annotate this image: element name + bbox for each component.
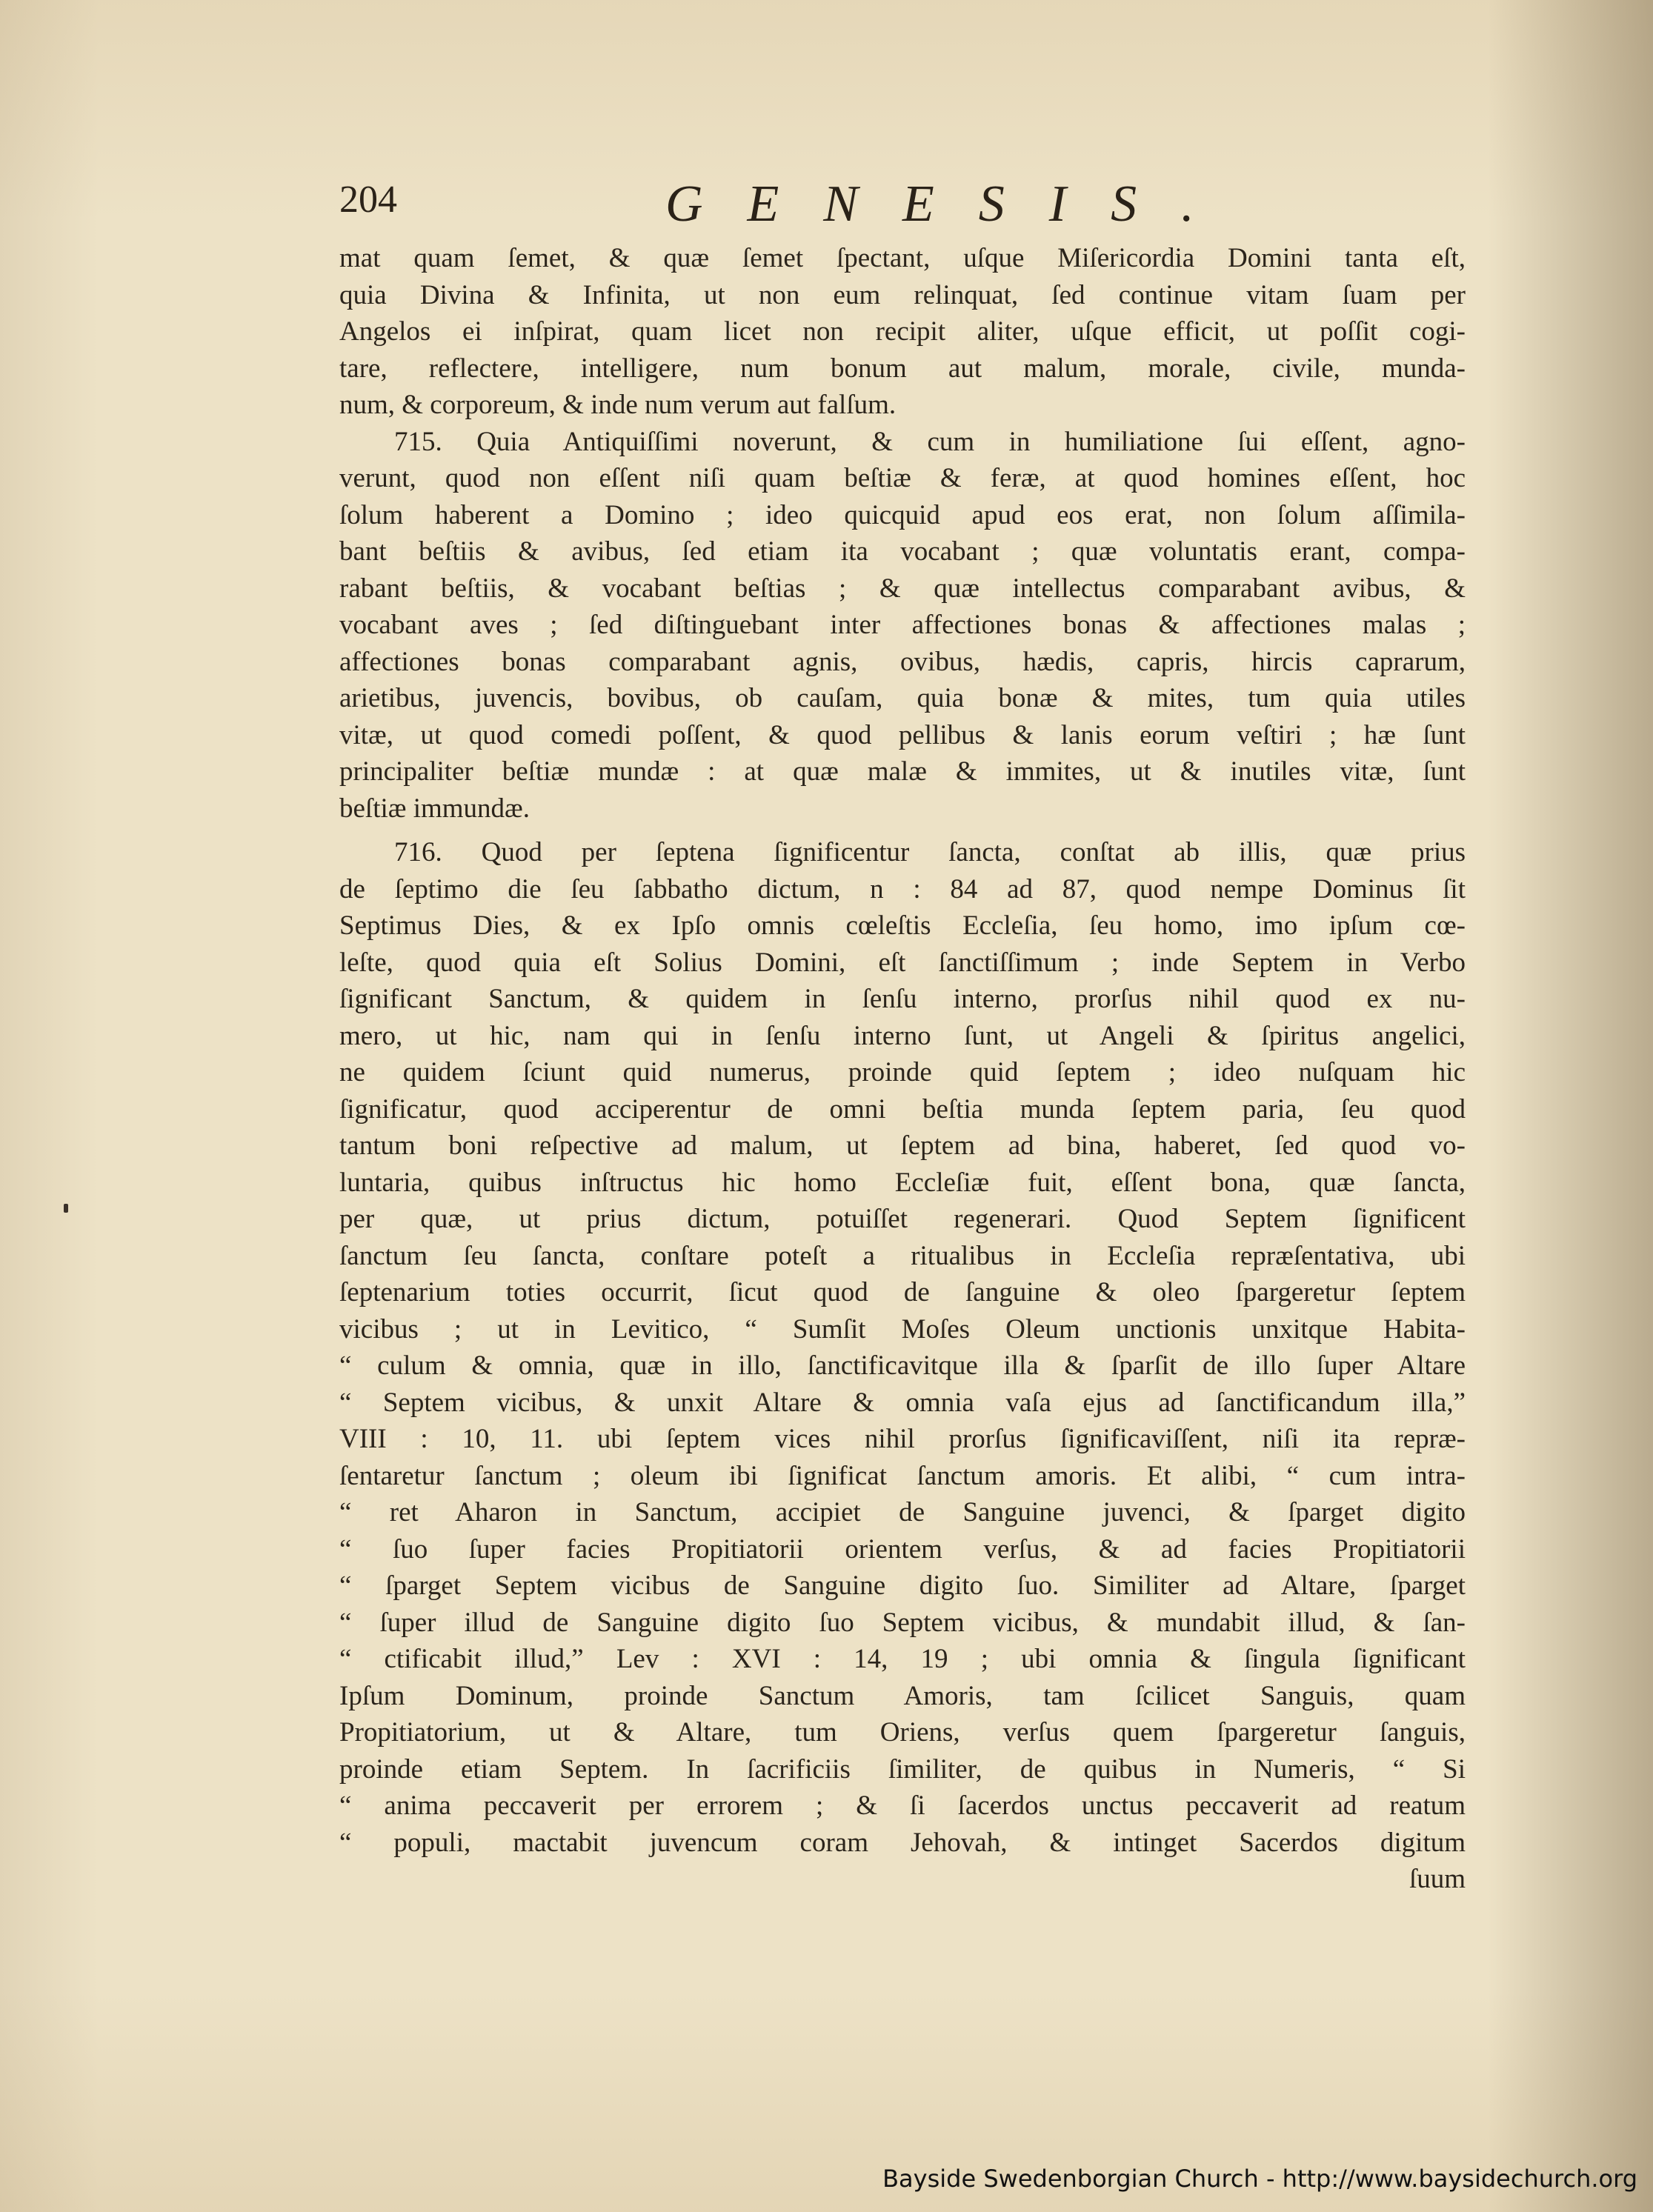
text-line: Ipſum Dominum, proinde Sanctum Amoris, tam ſcilicet Sanguis, quam [339, 1680, 1466, 1711]
text-line: leſte, quod quia eſt Solius Domini, eſt ſanctiſſimum ; inde Septem in Verbo [339, 947, 1466, 978]
text-line: “ ſparget Septem vicibus de Sanguine digito ſuo. Similiter ad Altare, ſparget [339, 1570, 1466, 1601]
text-line: arietibus, juvencis, bovibus, ob cauſam, quia bonæ & mites, tum quia utiles [339, 683, 1466, 713]
text-line: ſanctum ſeu ſancta, conſtare poteſt a ritualibus in Eccleſia repræſentativa, ubi [339, 1240, 1466, 1271]
text-line: “ ret Aharon in Sanctum, accipiet de Sanguine juvenci, & ſparget digito [339, 1497, 1466, 1528]
text-line: VIII : 10, 11. ubi ſeptem vices nihil prorſus ſignificaviſſent, niſi ita repræ- [339, 1424, 1466, 1454]
text-line: “ anima peccaverit per errorem ; & ſi ſacerdos unctus peccaverit ad reatum [339, 1790, 1466, 1821]
text-line: “ ſuo ſuper facies Propitiatorii orientem verſus, & ad facies Propitiatorii [339, 1533, 1466, 1565]
body-text [339, 240, 1466, 1898]
running-title: GENESIS. [665, 176, 1239, 233]
paragraph-gap [339, 827, 1466, 834]
text-line: vocabant aves ; ſed diſtinguebant inter affectiones bonas & affectiones malas ; [339, 610, 1466, 640]
text-line: principaliter beſtiæ mundæ : at quæ malæ & immites, ut & inutiles vitæ, ſunt [339, 756, 1466, 787]
text-line: proinde etiam Septem. In ſacrificiis ſimiliter, de quibus in Numeris, “ Si [339, 1753, 1466, 1785]
page-header [339, 178, 1495, 244]
text-line: vitæ, ut quod comedi poſſent, & quod pellibus & lanis eorum veſtiri ; hæ ſunt [339, 719, 1466, 750]
text-line: ſentaretur ſanctum ; oleum ibi ſignificat ſanctum amoris. Et alibi, “ cum intra- [339, 1460, 1466, 1491]
text-line: ſeptenarium toties occurrit, ſicut quod de ſanguine & oleo ſpargeretur ſeptem [339, 1277, 1466, 1307]
text-line: vicibus ; ut in Levitico, “ Sumſit Moſes Oleum unctionis unxitque Habita- [339, 1313, 1466, 1345]
text-line: ne quidem ſciunt quid numerus, proinde quid ſeptem ; ideo nuſquam hic [339, 1057, 1466, 1087]
footer-credit: Bayside Swedenborgian Church - http://www.baysidechurch.org [882, 2165, 1637, 2193]
text-line: tare, reflectere, intelligere, num bonum aut malum, morale, civile, munda- [339, 353, 1466, 384]
text-line: ſignificant Sanctum, & quidem in ſenſu interno, prorſus nihil quod ex nu- [339, 984, 1466, 1014]
text-line: per quæ, ut prius dictum, potuiſſet regenerari. Quod Septem ſignificent [339, 1204, 1466, 1234]
paragraph-start-716: 716. Quod per ſeptena ſignificentur ſancta, conſtat ab illis, quæ prius [394, 837, 1466, 867]
text-line: “ populi, mactabit juvencum coram Jehovah, & intinget Sacerdos digitum [339, 1827, 1466, 1858]
text-line: luntaria, quibus inſtructus hic homo Eccleſiæ fuit, eſſent bona, quæ ſancta, [339, 1167, 1466, 1198]
text-line: affectiones bonas comparabant agnis, ovibus, hædis, capris, hircis caprarum, [339, 646, 1466, 677]
text-line: tantum boni reſpective ad malum, ut ſeptem ad bina, haberet, ſed quod vo- [339, 1130, 1466, 1161]
text-line: de ſeptimo die ſeu ſabbatho dictum, n : 84 ad 87, quod nempe Dominus ſit [339, 873, 1466, 905]
paragraph-start-715: 715. Quia Antiquiſſimi noverunt, & cum in humiliatione ſui eſſent, agno- [394, 426, 1466, 457]
text-line: ſolum haberent a Domino ; ideo quicquid apud eos erat, non ſolum aſſimila- [339, 499, 1466, 530]
text-line: beſtiæ immundæ. [339, 793, 530, 824]
text-line: ſignificatur, quod acciperentur de omni beſtia munda ſeptem paria, ſeu quod [339, 1093, 1466, 1125]
page-number: 204 [339, 179, 397, 221]
text-line: rabant beſtiis, & vocabant beſtias ; & quæ intellectus comparabant avibus, & [339, 573, 1466, 604]
text-line: “ ſuper illud de Sanguine digito ſuo Septem vicibus, & mundabit illud, & ſan- [339, 1607, 1466, 1638]
ink-speck [64, 1204, 68, 1213]
text-line: Septimus Dies, & ex Ipſo omnis cœleſtis Eccleſia, ſeu homo, imo ipſum cœ- [339, 910, 1466, 941]
text-line: verunt, quod non eſſent niſi quam beſtiæ & feræ, at quod homines eſſent, hoc [339, 463, 1466, 493]
text-line: “ ctificabit illud,” Lev : XVI : 14, 19 ; ubi omnia & ſingula ſignificant [339, 1644, 1466, 1674]
text-line: bant beſtiis & avibus, ſed etiam ita vocabant ; quæ voluntatis erant, compa- [339, 536, 1466, 567]
text-line: mero, ut hic, nam qui in ſenſu interno ſunt, ut Angeli & ſpiritus angelici, [339, 1020, 1466, 1051]
text-line: “ Septem vicibus, & unxit Altare & omnia vaſa ejus ad ſanctificandum illa,” [339, 1387, 1466, 1418]
text-line: mat quam ſemet, & quæ ſemet ſpectant, uſque Miſericordia Domini tanta eſt, [339, 243, 1466, 273]
text-line: “ culum & omnia, quæ in illo, ſanctificavitque illa & ſparſit de illo ſuper Altare [339, 1350, 1466, 1381]
text-line: num, & corporeum, & inde num verum aut falſum. [339, 390, 897, 420]
text-line: Angelos ei inſpirat, quam licet non recipit aliter, uſque efficit, ut poſſit cogi- [339, 316, 1466, 347]
text-line: Propitiatorium, ut & Altare, tum Oriens, verſus quem ſpargeretur ſanguis, [339, 1717, 1466, 1748]
text-line: quia Divina & Infinita, ut non eum relinquat, ſed continue vitam ſuam per [339, 279, 1466, 310]
catchword: ſuum [1408, 1864, 1466, 1894]
